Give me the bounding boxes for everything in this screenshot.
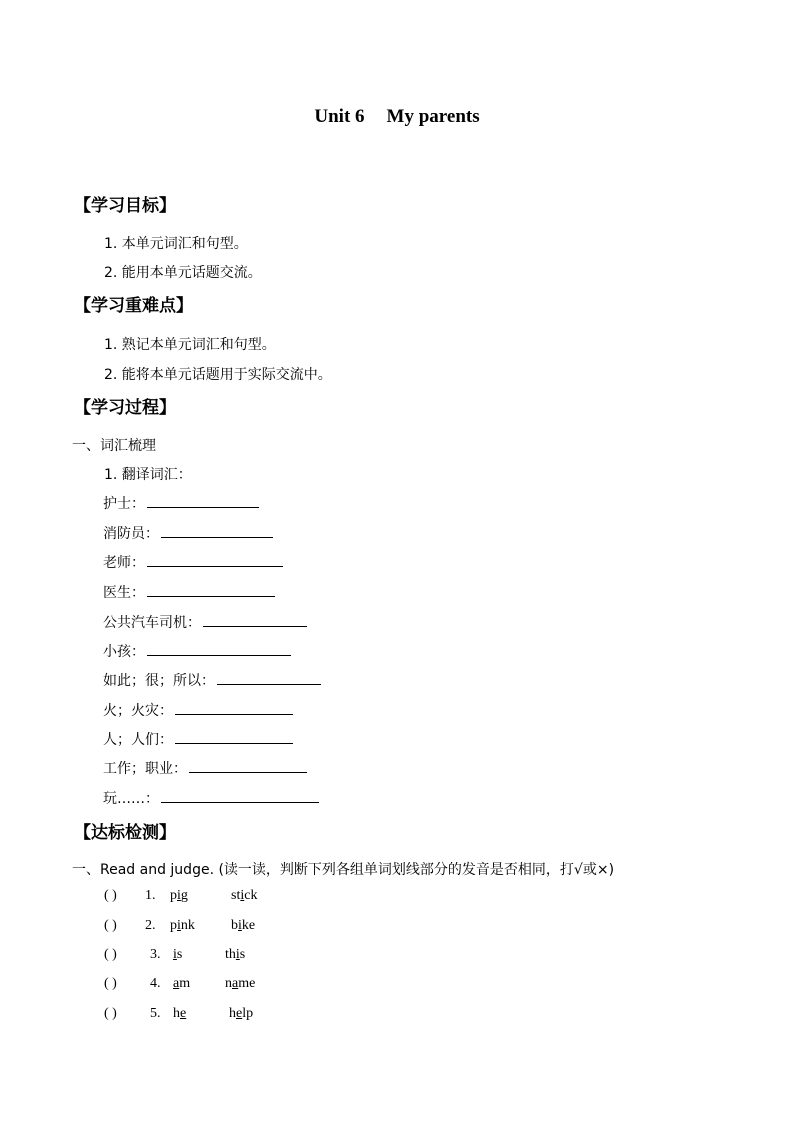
answer-paren[interactable]: ( ) xyxy=(104,1006,117,1021)
vocab-item: 公共汽车司机： xyxy=(103,612,307,632)
answer-paren[interactable]: ( ) xyxy=(104,976,117,991)
row-number: 3. xyxy=(150,947,161,962)
underlined-letter: i xyxy=(240,888,245,903)
check-heading: 【达标检测】 xyxy=(74,823,176,843)
word-2: name xyxy=(225,976,256,991)
unit-number: Unit 6 xyxy=(314,106,365,127)
row-number: 2. xyxy=(145,918,156,933)
vocab-item: 火；火灾： xyxy=(103,700,293,720)
answer-paren[interactable]: ( ) xyxy=(104,918,117,933)
answer-blank[interactable] xyxy=(161,788,319,803)
word-2: bike xyxy=(231,918,256,933)
row-number: 4. xyxy=(150,976,161,991)
answer-blank[interactable] xyxy=(161,523,273,538)
answer-blank[interactable] xyxy=(147,552,283,567)
word-2: help xyxy=(229,1006,254,1021)
word-1: am xyxy=(173,976,191,991)
unit-name: My parents xyxy=(386,106,480,127)
goals-heading: 【学习目标】 xyxy=(74,196,176,216)
word-2: stick xyxy=(231,888,258,903)
answer-blank[interactable] xyxy=(147,493,259,508)
row-number: 1. xyxy=(145,888,156,903)
underlined-letter: e xyxy=(180,1006,187,1021)
vocab-item: 玩……： xyxy=(103,788,319,808)
answer-paren[interactable]: ( ) xyxy=(104,947,117,962)
task-title: 1. 翻译词汇： xyxy=(104,467,192,483)
answer-blank[interactable] xyxy=(147,582,275,597)
underlined-letter: a xyxy=(173,976,180,991)
underlined-letter: e xyxy=(236,1006,243,1021)
vocab-item: 医生： xyxy=(103,582,275,602)
vocab-item: 如此；很；所以： xyxy=(103,670,321,690)
key-point-item: 2. 能将本单元话题用于实际交流中。 xyxy=(104,367,332,383)
answer-blank[interactable] xyxy=(217,670,321,685)
word-1: pig xyxy=(170,888,188,903)
answer-blank[interactable] xyxy=(189,758,307,773)
vocab-item: 工作；职业： xyxy=(103,758,307,778)
judge-row xyxy=(0,1006,794,1026)
row-number: 5. xyxy=(150,1006,161,1021)
judge-row xyxy=(0,888,794,908)
word-2: this xyxy=(225,947,246,962)
vocab-item: 老师： xyxy=(103,552,283,572)
underlined-letter: i xyxy=(238,918,242,933)
answer-blank[interactable] xyxy=(175,729,293,744)
vocab-item: 小孩： xyxy=(103,641,291,661)
judge-row xyxy=(0,918,794,938)
answer-blank[interactable] xyxy=(175,700,293,715)
vocab-item: 人；人们： xyxy=(103,729,293,749)
process-heading: 【学习过程】 xyxy=(74,398,176,418)
underlined-letter: i xyxy=(177,888,181,903)
underlined-letter: i xyxy=(235,947,240,962)
underlined-letter: i xyxy=(173,947,177,962)
key-points-heading: 【学习重难点】 xyxy=(74,296,193,316)
section-title: 一、词汇梳理 xyxy=(72,438,156,454)
answer-paren[interactable]: ( ) xyxy=(104,888,117,903)
vocab-item: 消防员： xyxy=(103,523,273,543)
judge-row xyxy=(0,976,794,996)
goal-item: 1. 本单元词汇和句型。 xyxy=(104,236,248,252)
vocab-item: 护士： xyxy=(103,493,259,513)
key-point-item: 1. 熟记本单元词汇和句型。 xyxy=(104,337,276,353)
underlined-letter: a xyxy=(232,976,239,991)
answer-blank[interactable] xyxy=(147,641,291,656)
answer-blank[interactable] xyxy=(203,612,307,627)
page-title xyxy=(0,106,794,128)
word-1: pink xyxy=(170,918,195,933)
check-instruction: 一、Read and judge. (读一读，判断下列各组单词划线部分的发音是否相同，打√或×) xyxy=(72,862,615,878)
word-1: is xyxy=(173,947,183,962)
underlined-letter: i xyxy=(177,918,181,933)
judge-row xyxy=(0,947,794,967)
word-1: he xyxy=(173,1006,187,1021)
goal-item: 2. 能用本单元话题交流。 xyxy=(104,265,262,281)
